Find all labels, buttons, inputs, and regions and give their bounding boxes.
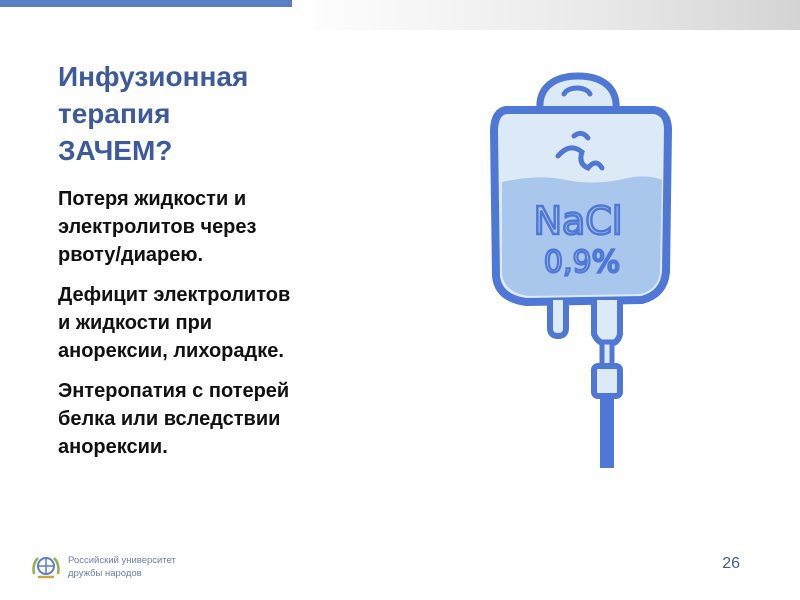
iv-bag-hanger: [540, 76, 616, 110]
slide-body: [58, 185, 388, 473]
paragraph-enteropathy: [58, 377, 388, 461]
iv-bag-port: [594, 300, 620, 344]
university-name-line-1: Российский университет: [68, 555, 176, 566]
paragraph-line: анорексии, лихорадке.: [58, 340, 284, 362]
iv-bag-label-main: NaCl: [533, 199, 623, 243]
iv-bag-illustration: [478, 72, 688, 472]
university-name: [68, 554, 228, 580]
iv-drip-chamber: [594, 366, 620, 396]
university-logo-icon: [30, 552, 62, 582]
iv-bag-label-concentration: 0,9%: [543, 245, 621, 280]
paragraph-line: белка или вследствии: [58, 408, 281, 430]
paragraph-line: Энтеропатия с потерей: [58, 380, 290, 402]
paragraph-line: Потеря жидкости и: [58, 188, 247, 210]
paragraph-line: анорексии.: [58, 436, 168, 458]
paragraph-line: рвоту/диарею.: [58, 244, 204, 266]
slide-title: [58, 58, 378, 169]
paragraph-electrolyte-deficit: [58, 281, 388, 365]
top-accent-bar: [0, 0, 292, 7]
paragraph-fluid-loss: [58, 185, 388, 269]
slide-title-line-3: ЗАЧЕМ?: [58, 135, 173, 166]
university-name-line-2: дружбы народов: [68, 568, 142, 579]
slide-title-line-2: терапия: [58, 98, 171, 129]
paragraph-line: Дефицит электролитов: [58, 284, 291, 306]
top-gradient-bar: [292, 0, 800, 30]
paragraph-line: и жидкости при: [58, 312, 213, 334]
paragraph-line: электролитов через: [58, 216, 257, 238]
iv-tube-lower: [600, 396, 614, 468]
slide-page-number: 26: [722, 555, 740, 572]
iv-bag-left-tab: [550, 300, 566, 336]
slide-title-line-1: Инфузионная: [58, 61, 249, 92]
